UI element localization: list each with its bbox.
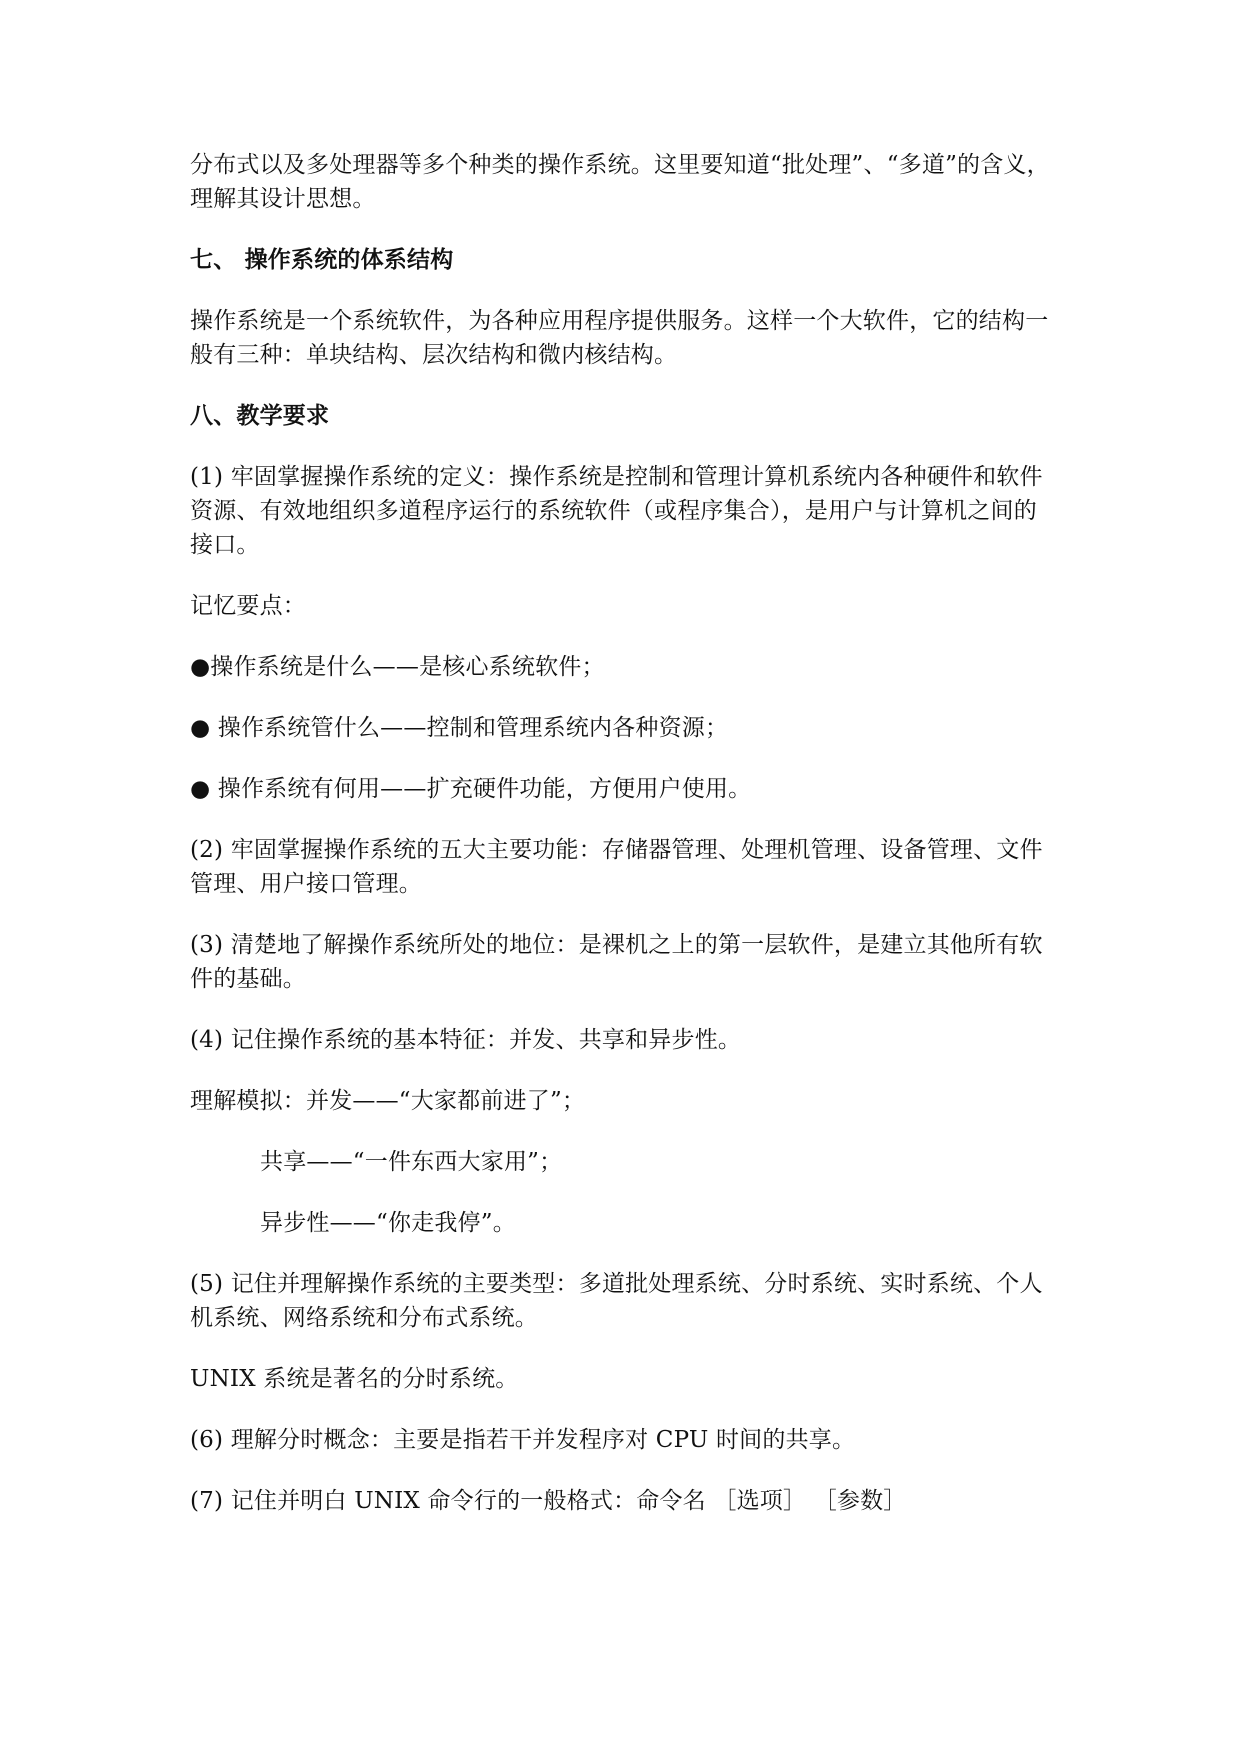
requirement-item-6: (6) 理解分时概念：主要是指若干并发程序对 CPU 时间的共享。 xyxy=(190,1427,856,1453)
requirement-item-2: (2) 牢固掌握操作系统的五大主要功能：存储器管理、处理机管理、设备管理、文件管理、用户接口管理。 xyxy=(190,837,1043,897)
document-content xyxy=(190,148,1050,1518)
memory-bullet-1: ●操作系统是什么——是核心系统软件； xyxy=(190,654,605,680)
requirement-item-5: (5) 记住并理解操作系统的主要类型：多道批处理系统、分时系统、实时系统、个人机系统、网络系统和分布式系统。 xyxy=(190,1271,1043,1331)
requirement-item-1: (1) 牢固掌握操作系统的定义：操作系统是控制和管理计算机系统内各种硬件和软件资源、有效地组织多道程序运行的系统软件（或程序集合），是用户与计算机之间的接口。 xyxy=(190,464,1043,558)
section-8-heading: 八、教学要求 xyxy=(190,403,330,429)
analogy-line-1: 理解模拟：并发——“大家都前进了”； xyxy=(190,1088,586,1114)
section-7-heading: 七、 操作系统的体系结构 xyxy=(190,247,454,273)
memory-bullet-3: ● 操作系统有何用——扩充硬件功能，方便用户使用。 xyxy=(190,776,752,802)
analogy-line-2: 共享——“一件东西大家用”； xyxy=(260,1149,563,1175)
analogy-line-3: 异步性——“你走我停”。 xyxy=(260,1210,516,1236)
requirement-item-7: (7) 记住并明白 UNIX 命令行的一般格式：命令名 ［选项］ ［参数］ xyxy=(190,1488,907,1514)
memory-bullet-2: ● 操作系统管什么——控制和管理系统内各种资源； xyxy=(190,715,729,741)
memory-points-label: 记忆要点： xyxy=(190,593,306,619)
unix-note: UNIX 系统是著名的分时系统。 xyxy=(190,1366,519,1392)
intro-paragraph: 分布式以及多处理器等多个种类的操作系统。这里要知道“批处理”、“多道”的含义，理解其设计思想。 xyxy=(190,152,1050,212)
section-7-body: 操作系统是一个系统软件，为各种应用程序提供服务。这样一个大软件，它的结构一般有三种：单块结构、层次结构和微内核结构。 xyxy=(190,308,1049,368)
requirement-item-3: (3) 清楚地了解操作系统所处的地位：是裸机之上的第一层软件，是建立其他所有软件的基础。 xyxy=(190,932,1043,992)
requirement-item-4: (4) 记住操作系统的基本特征：并发、共享和异步性。 xyxy=(190,1027,742,1053)
